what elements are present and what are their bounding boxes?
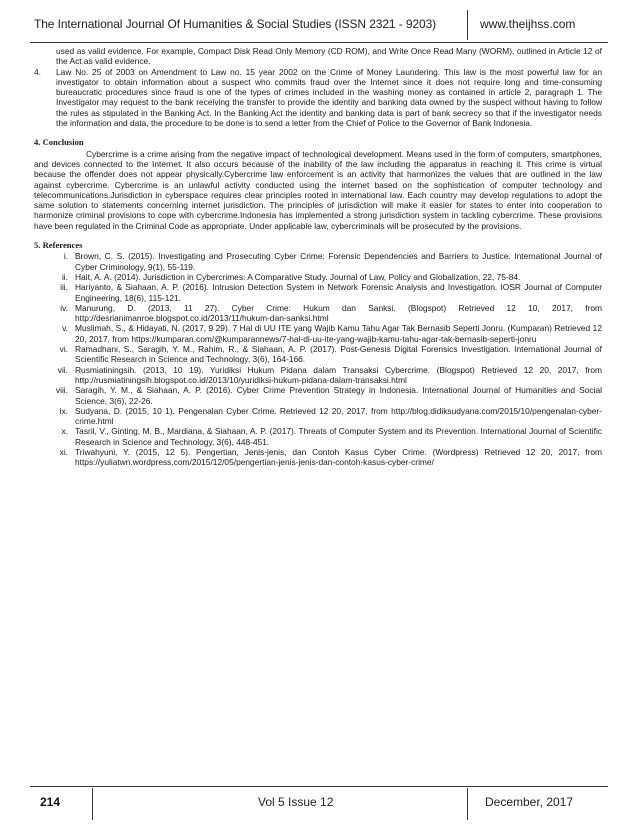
reference-item — [34, 365, 602, 386]
reference-list — [34, 251, 602, 467]
reference-text: Ramadhani, S., Saragih, Y. M., Rahim, R., & Siahaan, A. P. (2017). Post-Genesis Digital Forensics Investigation. International Journal of Scientific Research in Science and Technology, 3(6), 164-166. — [75, 344, 602, 365]
reference-item — [34, 282, 602, 303]
reference-item — [34, 272, 602, 282]
reference-number: i. — [63, 251, 68, 262]
reference-number: ix. — [59, 405, 68, 416]
list-item-text: Law No. 25 of 2003 on Amendment to Law no. 15 year 2002 on the Crime of Money Laundering. This law is the most powerful law for an investigator to obtain information about a suspect who commits fraud over the Internet since it does not require long and time-consuming bureaucratic procedures since fraud is one of the types of crimes included in the washing money as contained in article 2, paragraph 1. The Investigator may request to the bank receiving the transfer to provide the identity and banking data owned by the suspect without having to follow the rules as stipulated in the Banking Act. In the Banking Act the identity and banking data is part of bank secrecy so that if the investigator needs the information and data, the procedure to be done is to send a letter from the Chief of Police to the Governor of Bank Indonesia. — [56, 66, 602, 129]
journal-website: www.theijhss.com — [480, 17, 576, 31]
reference-number: vii. — [57, 364, 68, 375]
reference-item — [34, 385, 602, 406]
reference-item — [34, 406, 602, 427]
footer-divider — [92, 788, 93, 820]
footer-rule — [30, 786, 608, 787]
reference-text: Manurung, D. (2013, 11 27). Cyber Crime: Hukum dan Sanksi. (Blogspot) Retrieved 12 10, 2017, from http://desrianimanroe.blogspot.co.id/2013/11/hukum-dan-sanksi.html — [75, 302, 602, 324]
reference-number: viii. — [55, 385, 68, 396]
reference-number: iii. — [60, 282, 68, 293]
reference-text: Triwahyuni, Y. (2015, 12 5). Pengertian, Jenis-jenis, dan Contoh Kasus Cyber Crime. (Wordpress) Retrieved 12 20, 2017, from https://yuliatwn.wordpress.com/2015/12/05/pengertian-jenis-jenis-dan-contoh-kasus-cyber-crime/ — [75, 446, 602, 468]
reference-number: xi. — [59, 446, 68, 457]
header-rule — [30, 42, 608, 43]
reference-text: Rusmiatiningsih. (2013, 10 19). Yuridiksi Hukum Pidana dalam Transaksi Cybercrime. (Blogspot) Retrieved 12 20, 2017, from http://rusmiatiningsih.blogspot.co.id/2013/10/yuridiksi-hukum-pidana-dalam-transaksi.html — [75, 364, 602, 385]
reference-text: Tasril, V., Ginting, M. B., Mardiana, & Siahaan, A. P. (2017). Threats of Computer System and its Prevention. International Journal of Scientific Research in Science and Technology, 3(6), 448-451. — [75, 426, 602, 447]
references-heading: 5. References — [34, 240, 83, 251]
article-body — [34, 46, 602, 468]
reference-number: vi. — [59, 344, 68, 355]
conclusion-paragraph: Cybercrime is a crime arising from the negative impact of technological development. Means used in the form of computers, smartphones, and devices connected to the Internet. It also occurs because of the inability of the law including the apparatus in reaching it. This crime is virtual because the offender does not appear physically.Cybercrime law enforcement is an activity that harmonizes the values that are outlined in the law against cybercrime. Cybercrime is an unlawful activity conducted using the internet based on the sophistication of computer technology and telecommunications.Jurisdiction in cyberspace requires clear principles rooted in international law. Each country may develop regulations to adopt the same solution to statements concerning internet jurisdiction. The principles of jurisdiction will make it easier for states to enter into cooperation to harmonize criminal provisions to cope with cybercrime.Indonesia has implemented a strong jurisdiction system in tackling cybercrime. These provisions have been regulated in the Criminal Code as appropriate. Under applicable law, cybercriminals will be prosecuted by the provisions. — [34, 148, 602, 231]
reference-number: x. — [61, 426, 68, 437]
reference-text: Brown, C. S. (2015). Investigating and Prosecuting Cyber Crime: Forensic Dependencies and Barriers to Justice. International Journal of Cyber Criminology, 9(1), 55-119. — [75, 251, 602, 272]
page-header — [0, 0, 638, 52]
reference-item — [34, 251, 602, 272]
page-footer — [0, 778, 638, 826]
reference-item — [34, 447, 602, 468]
list-item-number: 4. — [34, 66, 41, 77]
issue-date: December, 2017 — [485, 795, 574, 809]
reference-text: Sudyana, D. (2015, 10 1). Pengenalan Cyber Crime. Retrieved 12 20, 2017, from http://blog.didiksudyana.com/2015/10/pengenalan-cyber-crime.html — [75, 405, 602, 427]
reference-item — [34, 344, 602, 365]
reference-number: ii. — [61, 271, 68, 282]
header-divider — [467, 10, 468, 40]
reference-number: v. — [62, 323, 68, 334]
reference-item — [34, 303, 602, 324]
reference-item — [34, 426, 602, 447]
continued-list-item: used as valid evidence. For example, Compact Disk Read Only Memory (CD ROM), and Write Once Read Many (WORM), outlined in Article 12 of the Act as valid evidence. — [56, 46, 602, 67]
issue-label: Vol 5 Issue 12 — [258, 795, 334, 809]
reference-text: Hait, A. A. (2014). Jurisdiction in Cybercrimes: A Comparative Study. Journal of Law, Policy and Globalization, 22, 75-84. — [75, 271, 521, 282]
journal-title: The International Journal Of Humanities & Social Studies (ISSN 2321 - 9203) — [34, 17, 437, 31]
list-item-4 — [34, 67, 602, 129]
reference-text: Hariyanto, & Siahaan, A. P. (2016). Intrusion Detection System in Network Forensic Analysis and Investigation. IOSR Journal of Computer Engineering, 18(6), 115-121. — [75, 282, 602, 303]
page-number: 214 — [40, 795, 61, 809]
conclusion-heading: 4. Conclusion — [34, 137, 84, 148]
reference-number: iv. — [60, 302, 68, 313]
reference-item — [34, 323, 602, 344]
reference-text: Muslimah, S., & Hidayati, N. (2017, 9 29). 7 Hal di UU ITE yang Wajib Kamu Tahu Agar Tak Bernasib Seperti Jonru. (Kumparan) Retrieved 12 20, 2017, from https://kumparan.com/@kumparannews/7-hal-di-uu-ite-yang-wajib-kamu-tahu-agar-tak-bernasib-seperti-jonru — [75, 323, 602, 344]
reference-text: Saragih, Y. M., & Siahaan, A. P. (2016). Cyber Crime Prevention Strategy in Indonesia. International Journal of Humanities and Social Science, 3(6), 22-26. — [75, 385, 602, 406]
footer-divider — [467, 788, 468, 820]
